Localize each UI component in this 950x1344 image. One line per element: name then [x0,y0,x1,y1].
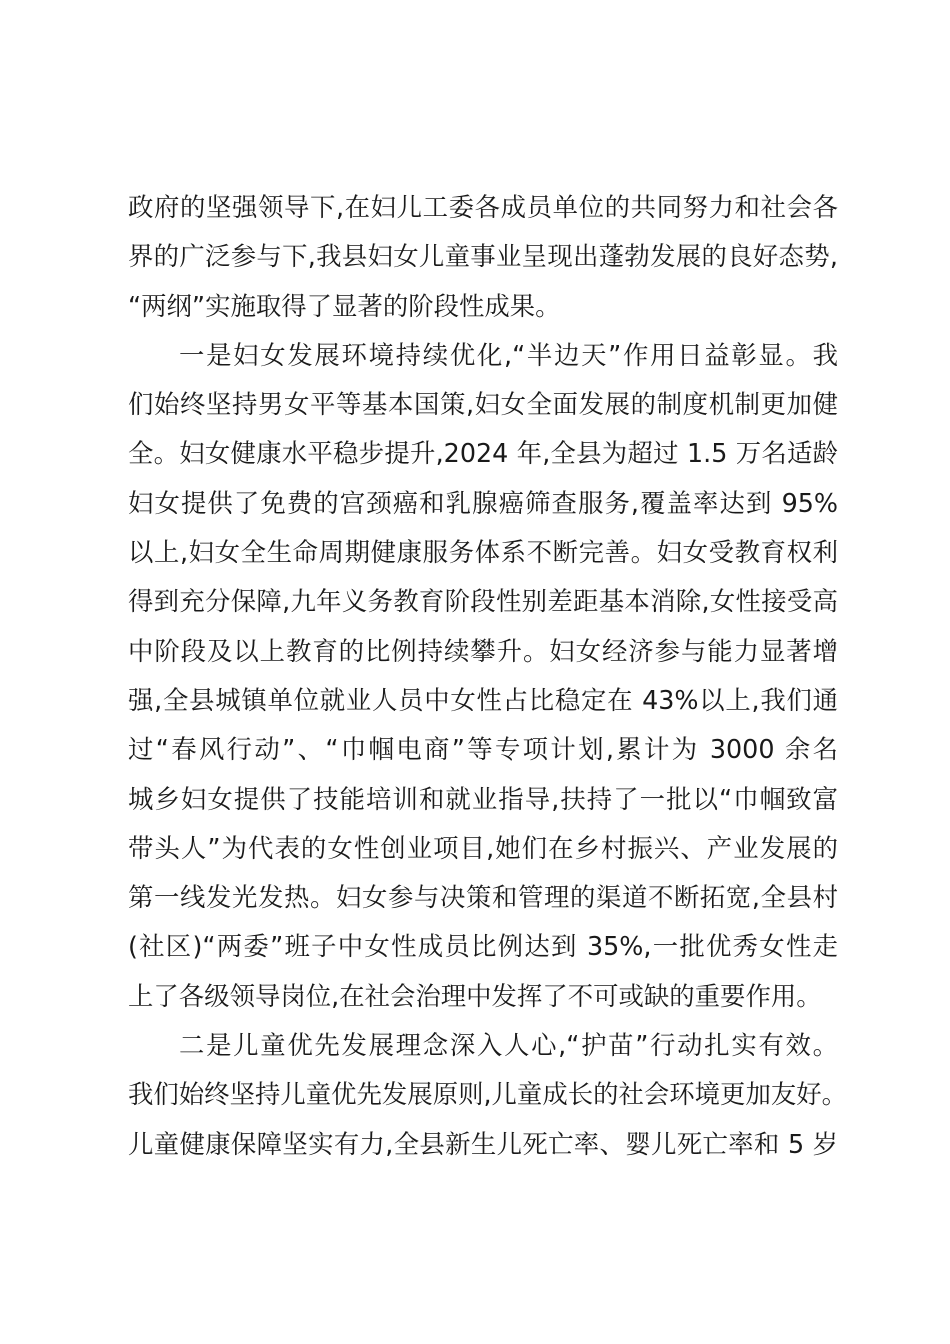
text-line: 以上,妇女全生命周期健康服务体系不断完善。妇女受教育权利 [128,537,838,568]
paragraph-start-line: 一是妇女发展环境持续优化,“半边天”作用日益彰显。我 [179,339,838,370]
text-line: 我们始终坚持儿童优先发展原则,儿童成长的社会环境更加友好。 [128,1079,848,1110]
text-line: 妇女提供了免费的宫颈癌和乳腺癌筛查服务,覆盖率达到 95% [128,487,838,518]
text-line: 政府的坚强领导下,在妇儿工委各成员单位的共同努力和社会各 [128,192,838,222]
paragraph-start-line: 二是儿童优先发展理念深入人心,“护苗”行动扎实有效。 [179,1030,838,1061]
text-line: “两纲”实施取得了显著的阶段性成果。 [128,290,561,321]
text-line: 上了各级领导岗位,在社会治理中发挥了不可或缺的重要作用。 [128,980,822,1011]
body-text [128,183,848,1169]
text-line: 界的广泛参与下,我县妇女儿童事业呈现出蓬勃发展的良好态势, [128,241,838,272]
text-line: 中阶段及以上教育的比例持续攀升。妇女经济参与能力显著增 [128,635,838,666]
text-line: 强,全县城镇单位就业人员中女性占比稳定在 43%以上,我们通 [128,684,838,715]
text-line: 城乡妇女提供了技能培训和就业指导,扶持了一批以“巾帼致富 [128,783,838,814]
text-line: 第一线发光发热。妇女参与决策和管理的渠道不断拓宽,全县村 [128,882,838,913]
text-line: (社区)“两委”班子中女性成员比例达到 35%,一批优秀女性走 [128,931,838,962]
text-line: 带头人”为代表的女性创业项目,她们在乡村振兴、产业发展的 [128,832,838,863]
text-line: 过“春风行动”、“巾帼电商”等专项计划,累计为 3000 余名 [128,734,838,765]
text-line: 得到充分保障,九年义务教育阶段性别差距基本消除,女性接受高 [128,586,838,617]
text-line: 儿童健康保障坚实有力,全县新生儿死亡率、婴儿死亡率和 5 岁 [128,1128,838,1159]
text-line: 们始终坚持男女平等基本国策,妇女全面发展的制度机制更加健 [128,389,838,420]
text-line: 全。妇女健康水平稳步提升,2024 年,全县为超过 1.5 万名适龄 [128,438,838,469]
